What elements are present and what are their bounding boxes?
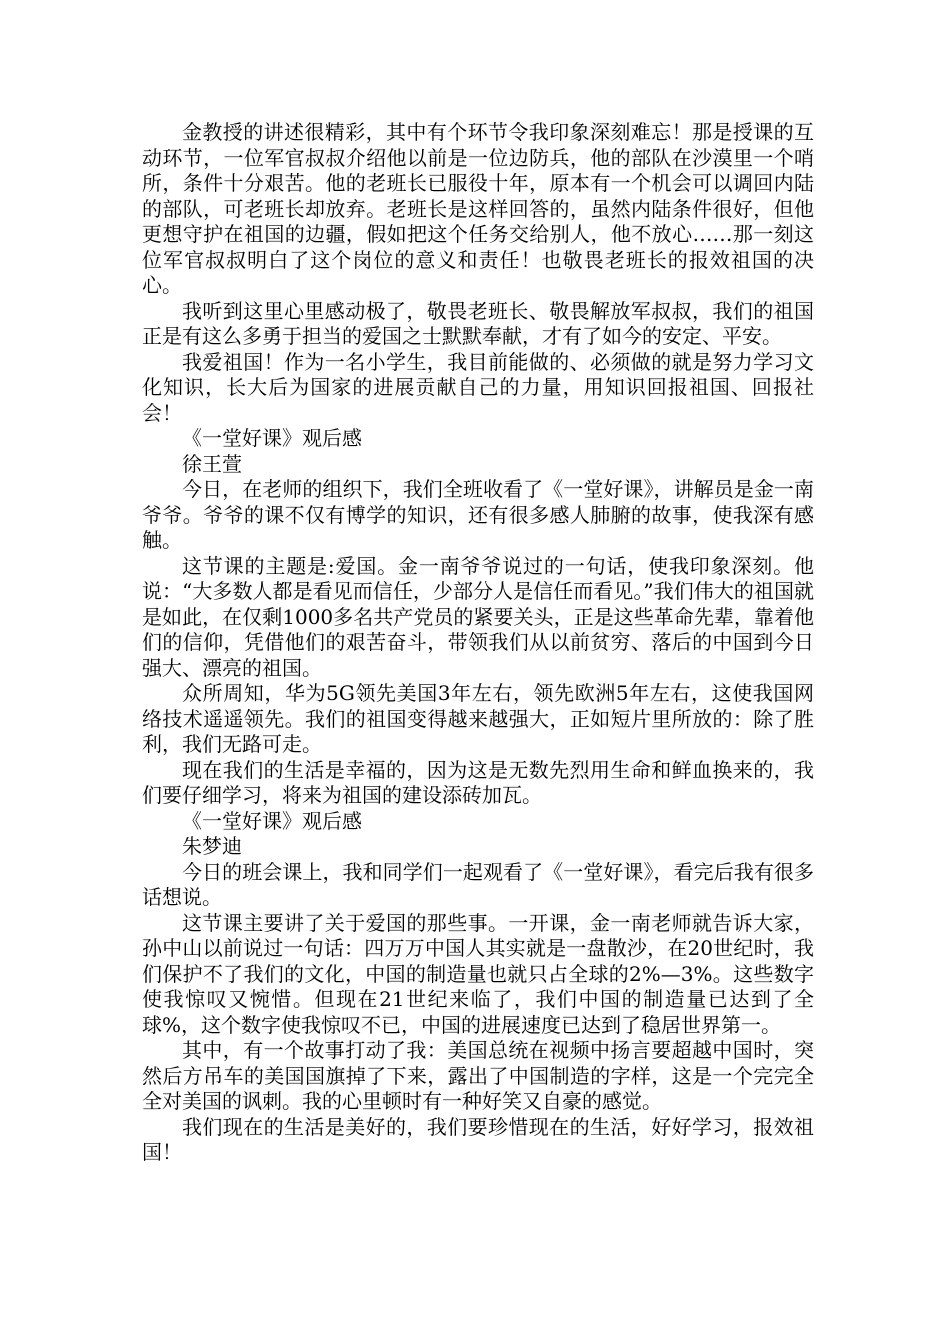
paragraph: 我们现在的生活是美好的，我们要珍惜现在的生活，好好学习，报效祖国！ [142, 1114, 814, 1164]
paragraph: 众所周知，华为5G领先美国3年左右，领先欧洲5年左右，这使我国网络技术遥遥领先。我们的祖国变得越来越强大，正如短片里所放的：除了胜利，我们无路可走。 [142, 681, 814, 756]
paragraph: 这节课主要讲了关于爱国的那些事。一开课，金一南老师就告诉大家，孙中山以前说过一句话：四万万中国人其实就是一盘散沙，在20世纪时，我们保护不了我们的文化，中国的制造量也就只占全球的2%—3%。这些数字使我惊叹又惋惜。但现在21世纪来临了，我们中国的制造量已达到了全球%，这个数字使我惊叹不已，中国的进展速度已达到了稳居世界第一。 [142, 910, 814, 1037]
paragraph: 今日的班会课上，我和同学们一起观看了《一堂好课》，看完后我有很多话想说。 [142, 859, 814, 909]
paragraph: 其中，有一个故事打动了我：美国总统在视频中扬言要超越中国时，突然后方吊车的美国国旗掉了下来，露出了中国制造的字样，这是一个完完全全对美国的讽刺。我的心里顿时有一种好笑又自豪的感觉。 [142, 1038, 814, 1113]
document-page [142, 120, 814, 1166]
essay-author: 徐王萱 [182, 451, 242, 476]
essay-title: 《一堂好课》观后感 [182, 808, 362, 833]
paragraph: 现在我们的生活是幸福的，因为这是无数先烈用生命和鲜血换来的，我们要仔细学习，将来为祖国的建设添砖加瓦。 [142, 757, 814, 807]
essay-author: 朱梦迪 [182, 834, 242, 858]
paragraph: 今日，在老师的组织下，我们全班收看了《一堂好课》，讲解员是金一南爷爷。爷爷的课不仅有博学的知识，还有很多感人肺腑的故事，使我深有感触。 [142, 477, 814, 552]
paragraph: 金教授的讲述很精彩，其中有个环节令我印象深刻难忘！那是授课的互动环节，一位军官叔叔介绍他以前是一位边防兵，他的部队在沙漠里一个哨所，条件十分艰苦。他的老班长已服役十年，原本有一个机会可以调回内陆的部队，可老班长却放弃。老班长是这样回答的，虽然内陆条件很好，但他更想守护在祖国的边疆，假如把这个任务交给别人，他不放心……那一刻这位军官叔叔明白了这个岗位的意义和责任！也敬畏老班长的报效祖国的决心。 [142, 120, 814, 297]
paragraph: 我爱祖国！作为一名小学生，我目前能做的、必须做的就是努力学习文化知识，长大后为国家的进展贡献自己的力量，用知识回报祖国、回报社会！ [142, 349, 814, 425]
essay-title: 《一堂好课》观后感 [182, 426, 362, 450]
paragraph: 我听到这里心里感动极了，敬畏老班长、敬畏解放军叔叔，我们的祖国正是有这么多勇于担当的爱国之士默默奉献，才有了如今的安定、平安。 [142, 298, 814, 348]
paragraph: 这节课的主题是:爱国。金一南爷爷说过的一句话，使我印象深刻。他说：“大多数人都是看见而信任，少部分人是信任而看见。”我们伟大的祖国就是如此，在仅剩1000多名共产党员的紧要关头，正是这些革命先辈，靠着他们的信仰，凭借他们的艰苦奋斗，带领我们从以前贫穷、落后的中国到今日强大、漂亮的祖国。 [142, 553, 814, 680]
